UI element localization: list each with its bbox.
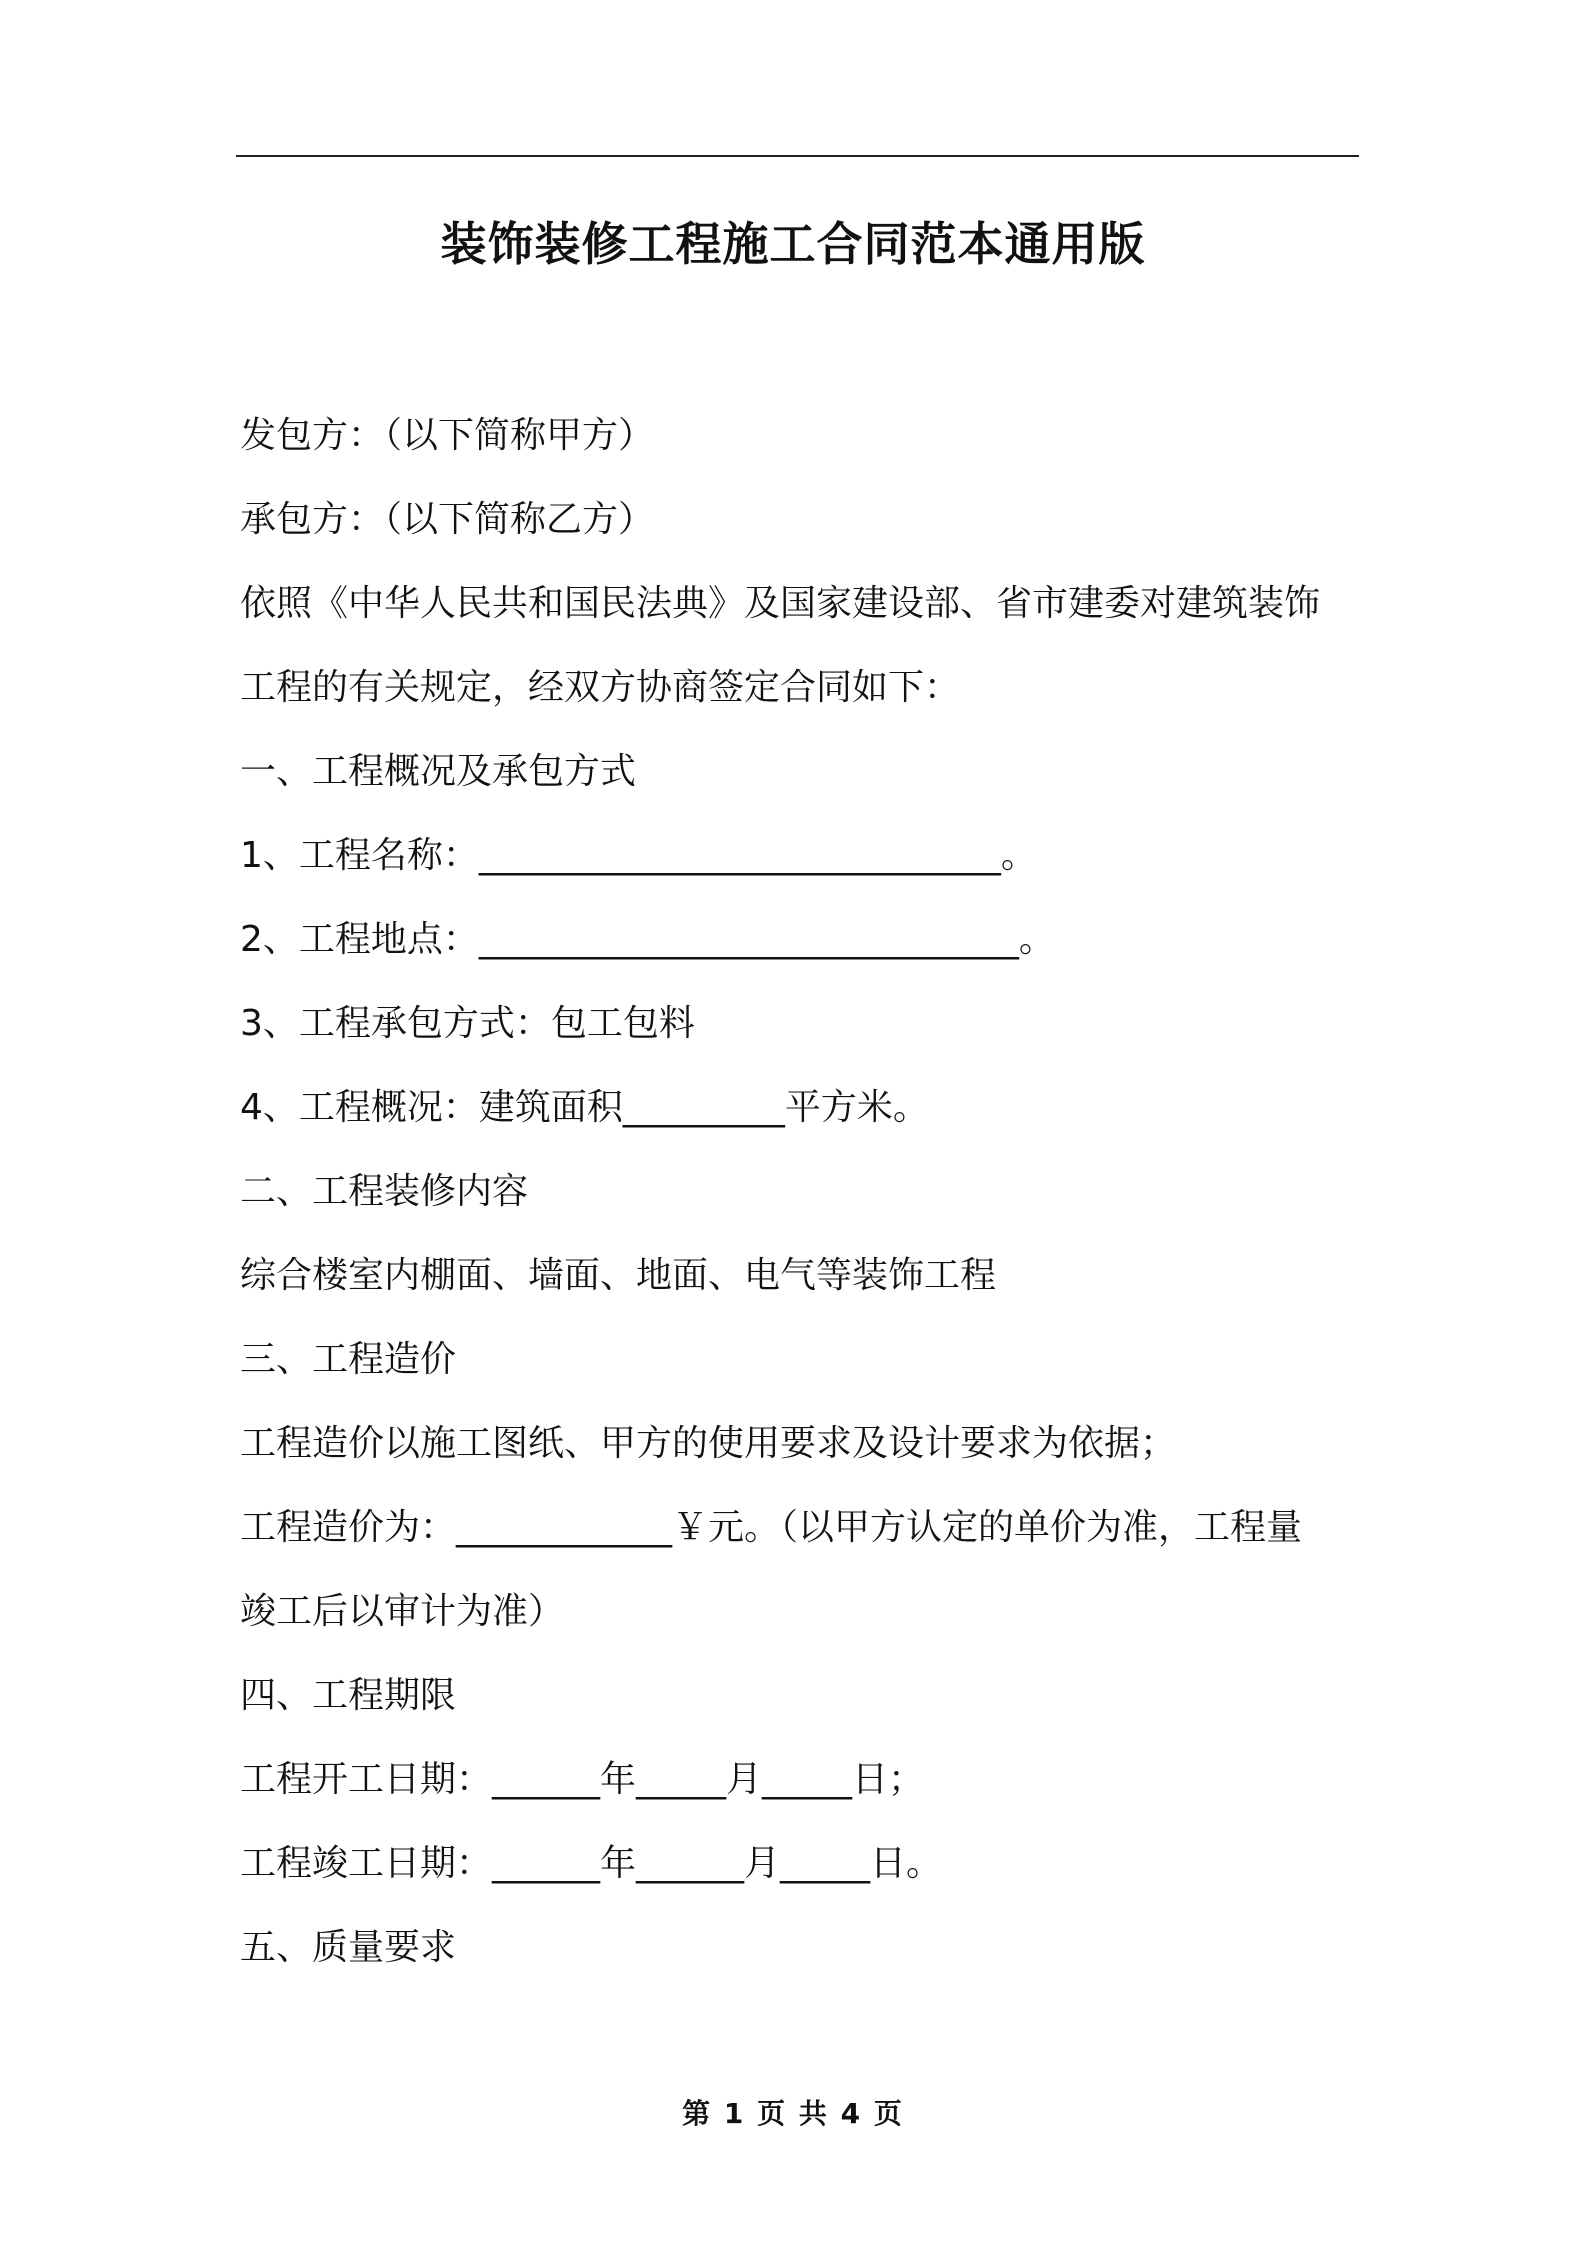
clause-line: 承包方：（以下简称乙方） [240, 499, 655, 540]
clause-line: 4、工程概况：建筑面积_________平方米。 [240, 1087, 929, 1128]
clause-line: 工程的有关规定，经双方协商签定合同如下： [240, 667, 961, 708]
clause-line: 竣工后以审计为准） [240, 1591, 565, 1632]
clause-line: 工程竣工日期：______年______月_____日。 [240, 1843, 943, 1884]
clause-line: 2、工程地点：______________________________。 [240, 919, 1055, 960]
document-body [240, 408, 1360, 2004]
page-number: 第 1 页 共 4 页 [682, 2097, 904, 2130]
section-heading: 五、质量要求 [240, 1927, 457, 1968]
clause-line: 工程开工日期：______年_____月_____日； [240, 1759, 925, 1800]
clause-line: 综合楼室内棚面、墙面、地面、电气等装饰工程 [240, 1255, 997, 1296]
section-heading: 四、工程期限 [240, 1675, 457, 1716]
section-heading: 二、工程装修内容 [240, 1171, 529, 1212]
clause-line: 工程造价以施工图纸、甲方的使用要求及设计要求为依据； [240, 1423, 1177, 1464]
clause-line: 工程造价为：____________￥元。（以甲方认定的单价为准，工程量 [240, 1507, 1303, 1548]
clause-line: 3、工程承包方式：包工包料 [240, 1003, 695, 1044]
section-heading: 三、工程造价 [240, 1339, 457, 1380]
header-rule [236, 155, 1359, 157]
clause-line: 1、工程名称：_____________________________。 [240, 835, 1037, 876]
document-title: 装饰装修工程施工合同范本通用版 [440, 217, 1146, 271]
clause-line: 依照《中华人民共和国民法典》及国家建设部、省市建委对建筑装饰 [240, 583, 1321, 624]
section-heading: 一、工程概况及承包方式 [240, 751, 637, 792]
clause-line: 发包方：（以下简称甲方） [240, 415, 655, 456]
